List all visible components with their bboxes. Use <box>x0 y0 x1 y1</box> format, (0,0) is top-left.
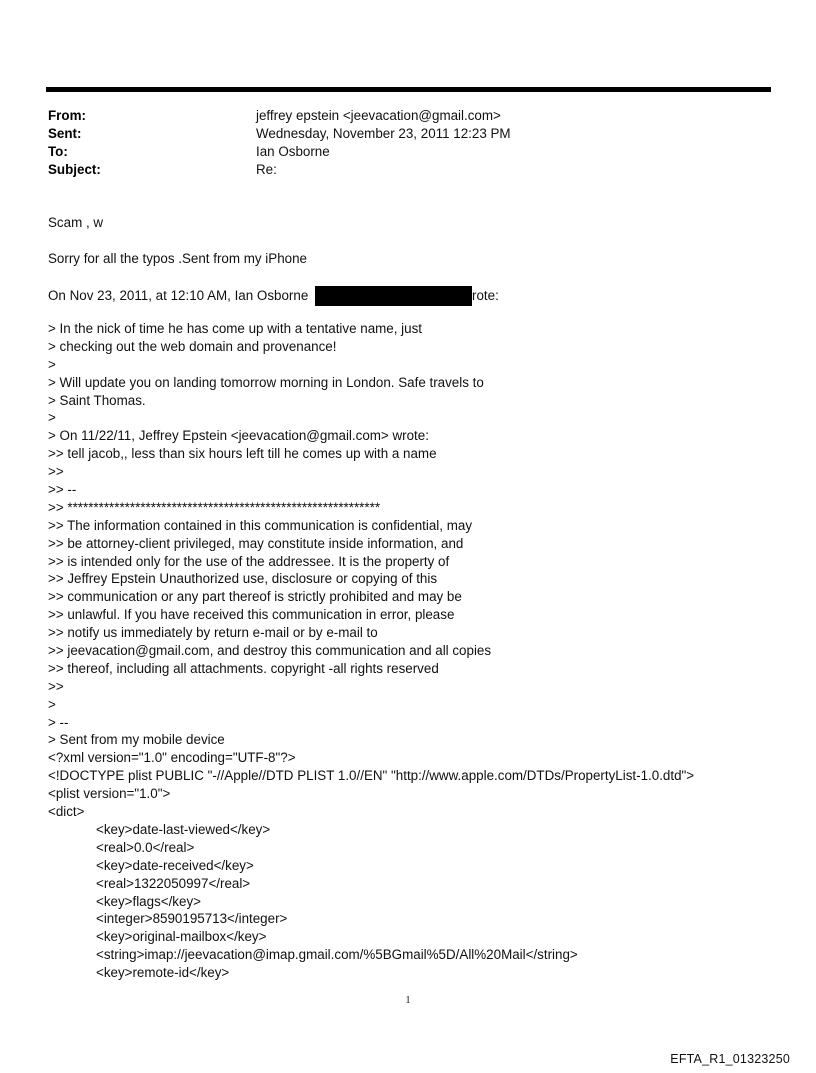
quoted-line: > In the nick of time he has come up with a tentative name, just <box>48 321 423 336</box>
page-number: 1 <box>405 994 411 1006</box>
body-line-2: Sorry for all the typos .Sent from my iPhone <box>48 251 307 266</box>
body-line-1: Scam , w <box>48 215 104 230</box>
quoted-line: >> -- <box>48 482 77 498</box>
quoted-line: >> <box>48 464 64 480</box>
quoted-line: >> notify us immediately by return e-mail or by e-mail to <box>48 625 378 641</box>
quoted-line: >> thereof, including all attachments. copyright -all rights reserved <box>48 660 439 676</box>
quoted-line: > -- <box>48 714 69 730</box>
to-row <box>48 143 768 161</box>
quoted-line: > <box>48 696 56 712</box>
attribution-suffix: rote: <box>472 288 499 303</box>
quoted-line: > Saint Thomas. <box>48 392 146 408</box>
from-row <box>48 107 768 125</box>
sent-label: Sent: <box>48 126 82 141</box>
sent-row <box>48 125 768 143</box>
sent-value: Wednesday, November 23, 2011 12:23 PM <box>256 126 511 141</box>
quoted-line: > checking out the web domain and provenance! <box>48 338 337 354</box>
xml-indented-line: <key>flags</key> <box>96 893 201 909</box>
bates-id: EFTA_R1_01323250 <box>670 1052 790 1066</box>
quoted-line: > Will update you on landing tomorrow morning in London. Safe travels to <box>48 374 484 390</box>
xml-indented-line: <key>remote-id</key> <box>96 965 230 981</box>
xml-indented-line: <string>imap://jeevacation@imap.gmail.com/%5BGmail%5D/All%20Mail</string> <box>96 947 578 963</box>
quoted-line: > <box>48 356 56 372</box>
quoted-line: > <box>48 410 56 426</box>
quoted-line: >> unlawful. If you have received this communication in error, please <box>48 607 455 623</box>
subject-value: Re: <box>256 162 277 177</box>
quoted-line: >> ************************************************************ <box>48 499 381 515</box>
quoted-line: >> Jeffrey Epstein Unauthorized use, disclosure or copying of this <box>48 571 438 587</box>
xml-indented-line: <real>0.0</real> <box>96 839 195 855</box>
quoted-line: >> be attorney-client privileged, may constitute inside information, and <box>48 535 464 551</box>
xml-line: <plist version="1.0"> <box>48 786 171 802</box>
quoted-line: >> <box>48 678 64 694</box>
quoted-content <box>48 320 778 982</box>
subject-row <box>48 161 768 179</box>
subject-label: Subject: <box>48 162 101 177</box>
from-value: jeffrey epstein <jeevacation@gmail.com> <box>256 108 501 123</box>
xml-line: <dict> <box>48 804 85 820</box>
xml-line: <?xml version="1.0" encoding="UTF-8"?> <box>48 750 296 766</box>
xml-indented-line: <key>original-mailbox</key> <box>96 929 267 945</box>
xml-indented-line: <integer>8590195713</integer> <box>96 911 288 927</box>
xml-indented-line: <key>date-last-viewed</key> <box>96 821 271 837</box>
xml-indented-line: <key>date-received</key> <box>96 857 254 873</box>
quoted-line: > On 11/22/11, Jeffrey Epstein <jeevacation@gmail.com> wrote: <box>48 428 429 444</box>
quoted-line: >> communication or any part thereof is strictly prohibited and may be <box>48 589 462 605</box>
quoted-line: >> The information contained in this communication is confidential, may <box>48 517 473 533</box>
header-rule <box>46 87 771 92</box>
email-body <box>48 214 778 982</box>
xml-line: <!DOCTYPE plist PUBLIC "-//Apple//DTD PLIST 1.0//EN" "http://www.apple.com/DTDs/PropertyList-1.0.dtd"> <box>48 768 695 784</box>
xml-indented-line: <real>1322050997</real> <box>96 875 251 891</box>
redaction-box <box>315 286 472 306</box>
quoted-line: >> jeevacation@gmail.com, and destroy this communication and all copies <box>48 643 492 659</box>
quote-attribution <box>48 286 778 306</box>
from-label: From: <box>48 108 86 123</box>
email-header <box>48 107 768 179</box>
to-label: To: <box>48 144 68 159</box>
attribution-prefix: On Nov 23, 2011, at 12:10 AM, Ian Osborne <box>48 288 313 303</box>
quoted-line: >> tell jacob,, less than six hours left till he comes up with a name <box>48 446 437 462</box>
quoted-line: > Sent from my mobile device <box>48 732 225 748</box>
to-value: Ian Osborne <box>256 144 330 159</box>
quoted-line: >> is intended only for the use of the addressee. It is the property of <box>48 553 450 569</box>
